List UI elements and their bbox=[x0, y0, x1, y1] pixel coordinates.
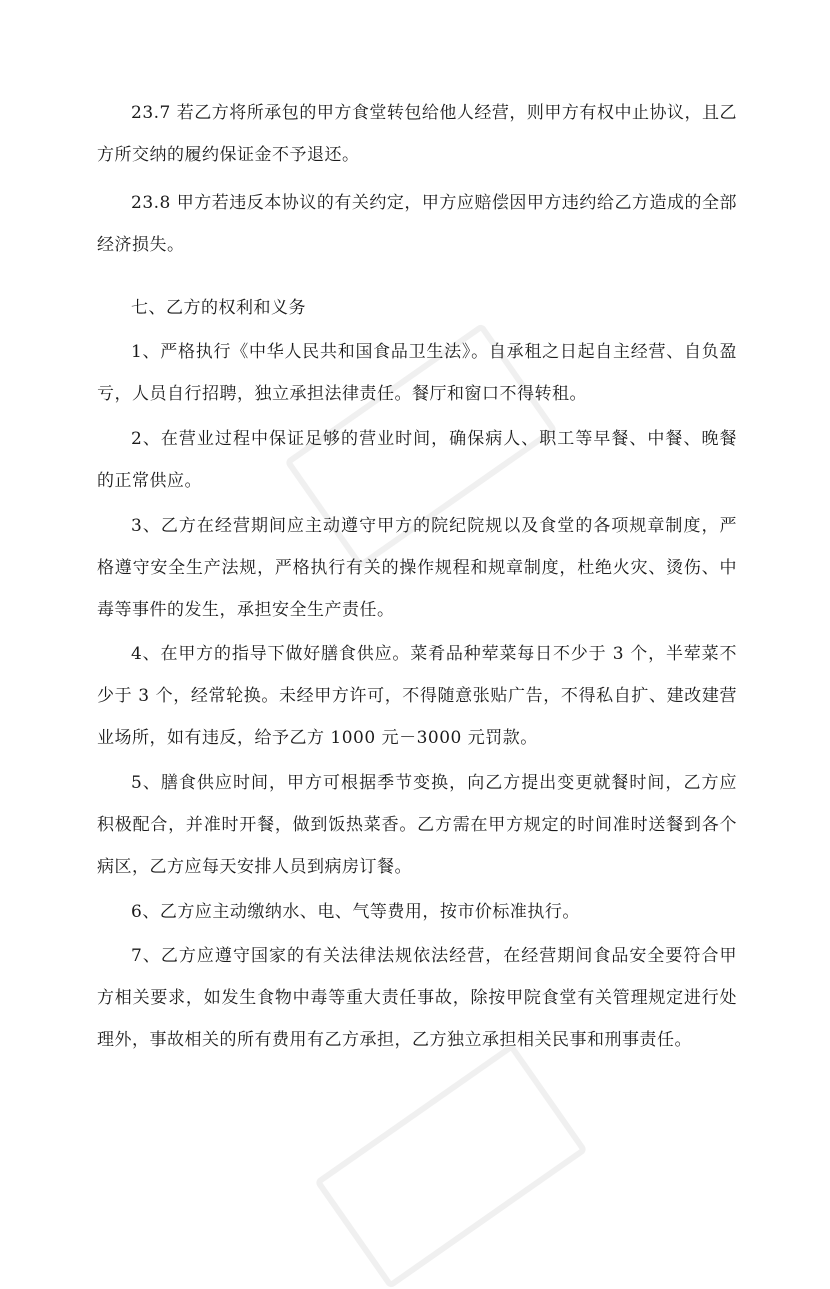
obligation-item-7: 7、乙方应遵守国家的有关法律法规依法经营，在经营期间食品安全要符合甲方相关要求，如发生食物中毒等重大责任事故，除按甲院食堂有关管理规定进行处理外，事故相关的所有费用有乙方承担，乙方独立承担相关民事和刑事责任。 bbox=[97, 946, 737, 1050]
obligation-item-2: 2、在营业过程中保证足够的营业时间，确保病人、职工等早餐、中餐、晚餐的正常供应。 bbox=[97, 429, 737, 491]
watermark-stamp bbox=[314, 1043, 588, 1289]
section-heading: 七、乙方的权利和义务 bbox=[131, 298, 306, 318]
obligation-item-1: 1、严格执行《中华人民共和国食品卫生法》。自承租之日起自主经营、自负盈亏，人员自行招聘，独立承担法律责任。餐厅和窗口不得转租。 bbox=[97, 342, 737, 404]
clause-23-8: 23.8 甲方若违反本协议的有关约定，甲方应赔偿因甲方违约给乙方造成的全部经济损失。 bbox=[97, 193, 737, 255]
obligation-item-3: 3、乙方在经营期间应主动遵守甲方的院纪院规以及食堂的各项规章制度，严格遵守安全生产法规，严格执行有关的操作规程和规章制度，杜绝火灾、烫伤、中毒等事件的发生，承担安全生产责任。 bbox=[97, 516, 737, 620]
clause-23-7: 23.7 若乙方将所承包的甲方食堂转包给他人经营，则甲方有权中止协议，且乙方所交纳的履约保证金不予退还。 bbox=[97, 103, 737, 165]
obligation-item-4: 4、在甲方的指导下做好膳食供应。菜肴品种荤菜每日不少于 3 个，半荤菜不少于 3 个，经常轮换。未经甲方许可，不得随意张贴广告，不得私自扩、建改建营业场所，如有违反，给予乙方 1000 元－3000 元罚款。 bbox=[97, 644, 737, 748]
obligation-item-6: 6、乙方应主动缴纳水、电、气等费用，按市价标准执行。 bbox=[131, 902, 580, 922]
obligation-item-5: 5、膳食供应时间，甲方可根据季节变换，向乙方提出变更就餐时间，乙方应积极配合，并准时开餐，做到饭热菜香。乙方需在甲方规定的时间准时送餐到各个病区，乙方应每天安排人员到病房订餐。 bbox=[97, 773, 737, 877]
